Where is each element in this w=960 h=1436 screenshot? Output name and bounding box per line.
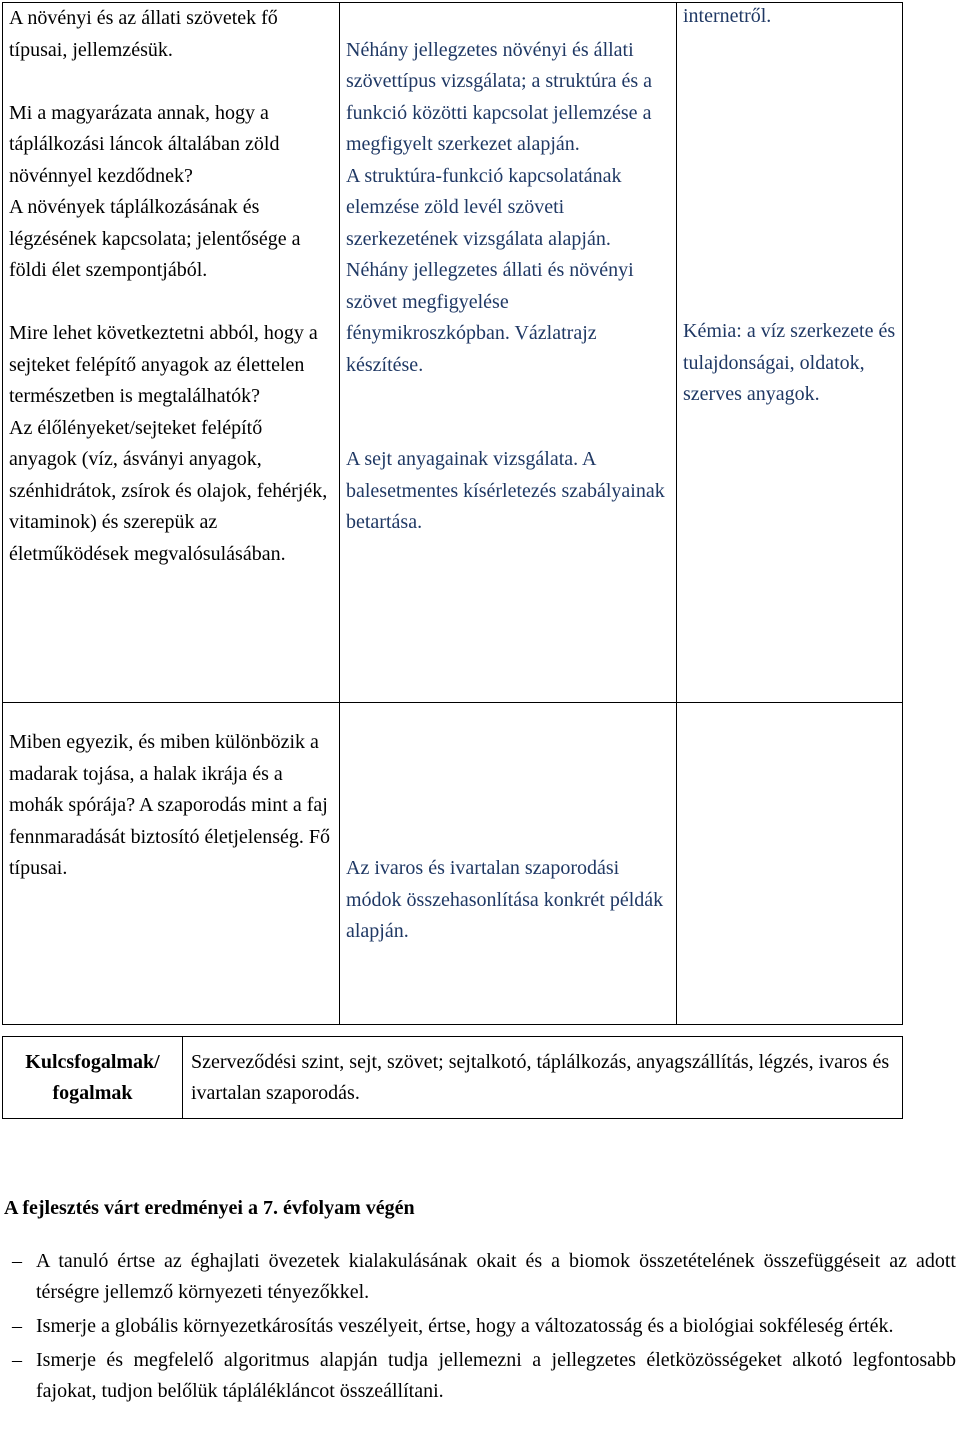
topic-text: A növényi és az állati szövetek fő típusai, jellemzésük. <box>9 7 278 61</box>
topic-text: A növények táplálkozásának és légzésének kapcsolata; jelentősége a földi élet szempontjából. <box>9 196 301 281</box>
activities-cell <box>340 703 677 1025</box>
list-item <box>4 1246 956 1308</box>
key-concepts-label <box>3 1037 183 1119</box>
outcomes-list <box>4 1246 956 1410</box>
connection-text: internetről. <box>683 5 772 27</box>
topics-cell <box>3 703 340 1025</box>
key-concepts-label-line: Kulcsfogalmak/ <box>25 1050 160 1073</box>
connection-text-kemia: Kémia: a víz szerkezete és tulajdonságai, oldatok, szerves anyagok. <box>683 320 896 405</box>
table-row <box>3 703 903 1025</box>
activity-text: Néhány jellegzetes állati és növényi szövet megfigyelése fénymikroszkópban. Vázlatrajz készítése. <box>346 259 634 376</box>
topic-text: Miben egyezik, és miben különbözik a madarak tojása, a halak ikrája és a mohák spórája? A szaporodás mint a faj fennmaradását biztosító életjelenség. Fő típusai. <box>9 731 331 879</box>
section-heading: A fejlesztés várt eredményei a 7. évfolyam végén <box>4 1197 415 1219</box>
connections-cell <box>677 703 903 1025</box>
table-row <box>3 1037 903 1119</box>
connections-cell <box>677 3 903 703</box>
activities-cell <box>340 3 677 703</box>
dash-bullet-icon: – <box>12 1349 22 1371</box>
list-item <box>4 1345 956 1407</box>
outcome-text: Ismerje és megfelelő algoritmus alapján tudja jellemezni a jellegzetes életközösségeket alkotó legfontosabb fajokat, tudjon belőlük táplálékláncot összeállítani. <box>36 1349 956 1402</box>
topic-text: Mi a magyarázata annak, hogy a táplálkozási láncok általában zöld növénnyel kezdődnek? <box>9 101 280 187</box>
dash-bullet-icon: – <box>12 1250 22 1272</box>
activity-text: Az ivaros és ivartalan szaporodási módok összehasonlítása konkrét példák alapján. <box>346 857 664 942</box>
topic-text: Mire lehet következtetni abból, hogy a sejteket felépítő anyagok az élettelen természetben is megtalálhatók? <box>9 322 318 407</box>
list-item <box>4 1311 956 1342</box>
activity-text: Néhány jellegzetes növényi és állati szövettípus vizsgálata; a struktúra és a funkció közötti kapcsolat jellemzése a megfigyelt szerkezet alapján. <box>346 38 653 155</box>
table-row <box>3 3 903 703</box>
activity-text: A sejt anyagainak vizsgálata. A balesetmentes kísérletezés szabályainak betartása. <box>346 448 665 533</box>
topics-cell <box>3 3 340 703</box>
activity-text: A struktúra-funkció kapcsolatának elemzése zöld levél szöveti szerkezetének vizsgálata alapján. <box>346 164 622 250</box>
key-concepts-table <box>2 1036 903 1119</box>
dash-bullet-icon: – <box>12 1315 22 1337</box>
key-concepts-label-line: fogalmak <box>52 1081 133 1104</box>
outcome-text: A tanuló értse az éghajlati övezetek kialakulásának okait és a biomok összetételének összefüggéseit az adott térségre jellemző környezeti tényezőkkel. <box>36 1250 956 1303</box>
curriculum-table <box>2 2 903 1025</box>
outcome-text: Ismerje a globális környezetkárosítás veszélyeit, értse, hogy a változatosság és a biológiai sokféleség érték. <box>36 1315 894 1337</box>
key-concepts-text: Szerveződési szint, sejt, szövet; sejtalkotó, táplálkozás, anyagszállítás, légzés, ivaros és ivartalan szaporodás. <box>183 1037 903 1119</box>
topic-text: Az élőlényeket/sejteket felépítő anyagok (víz, ásványi anyagok, szénhidrátok, zsírok és olajok, fehérjék, vitaminok) és szerepük az életműködések megvalósulásában. <box>9 416 328 565</box>
